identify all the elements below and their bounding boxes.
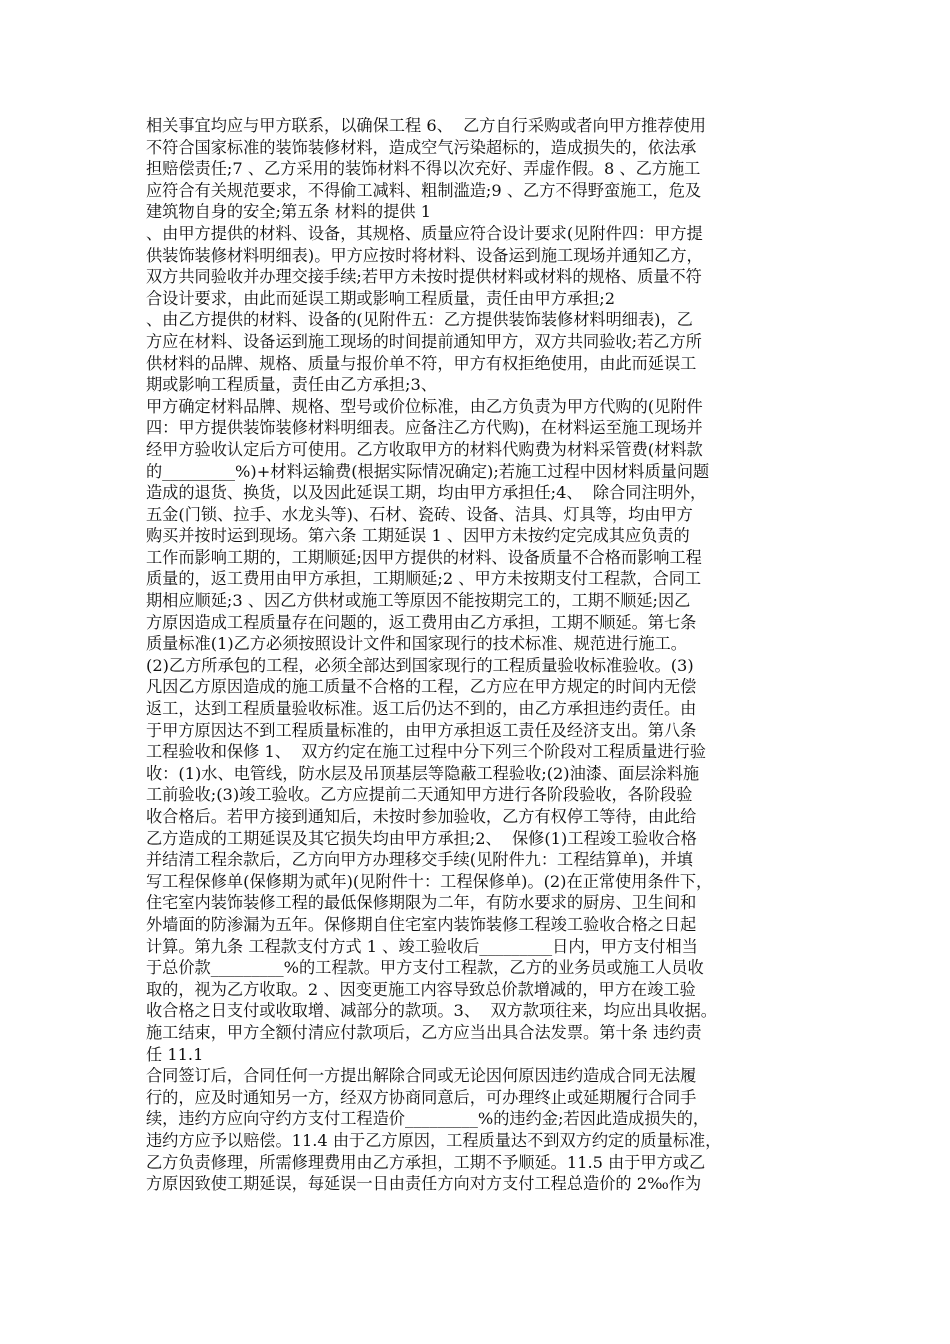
text-line: 四：甲方提供装饰装修材料明细表。应备注乙方代购)，在材料运至施工现场并 bbox=[146, 418, 703, 438]
text-line: 经甲方验收认定后方可使用。乙方收取甲方的材料代购费为材料采管费(材料款 bbox=[146, 439, 703, 459]
text-line: 写工程保修单(保修期为贰年)(见附件十：工程保修单)。(2)在正常使用条件下， bbox=[146, 871, 713, 891]
text-line: 合设计要求，由此而延误工期或影响工程质量，责任由甲方承担;2 bbox=[146, 288, 616, 308]
text-line: 质量标准(1)乙方必须按照设计文件和国家现行的技术标准、规范进行施工。 bbox=[146, 634, 687, 654]
text-line: 住宅室内装饰装修工程的最低保修期限为二年，有防水要求的厨房、卫生间和 bbox=[146, 893, 697, 913]
text-line: 凡因乙方原因造成的施工质量不合格的工程，乙方应在甲方规定的时间内无偿 bbox=[146, 677, 697, 697]
text-line: 任 11.1 bbox=[146, 1044, 204, 1064]
text-line: 取的，视为乙方收取。2 、因变更施工内容导致总价款增减的，甲方在竣工验 bbox=[146, 979, 696, 999]
text-line: 合同签订后，合同任何一方提出解除合同或无论因何原因违约造成合同无法履 bbox=[146, 1066, 697, 1086]
text-line: 、由甲方提供的材料、设备，其规格、质量应符合设计要求(见附件四：甲方提 bbox=[146, 223, 703, 243]
text-line: 收合格后。若甲方接到通知后，未按时参加验收，乙方有权停工等待，由此给 bbox=[146, 807, 697, 826]
text-line: 应符合有关规范要求，不得偷工减料、粗制滥造;9 、乙方不得野蛮施工，危及 bbox=[146, 180, 702, 200]
text-line: 的_________%)+材料运输费(根据实际情况确定);若施工过程中因材料质量问题 bbox=[146, 461, 710, 481]
text-line: 供装饰装修材料明细表)。甲方应按时将材料、设备运到施工现场并通知乙方， bbox=[146, 245, 703, 265]
text-line: 相关事宜均应与甲方联系，以确保工程 6、 乙方自行采购或者向甲方推荐使用 bbox=[146, 116, 706, 135]
text-line: 建筑物自身的安全;第五条 材料的提供 1 bbox=[146, 202, 432, 222]
text-line: 乙方造成的工期延误及其它损失均由甲方承担;2、 保修(1)工程竣工验收合格 bbox=[146, 828, 697, 848]
text-line: 工程验收和保修 1、 双方约定在施工过程中分下列三个阶段对工程质量进行验 bbox=[146, 742, 706, 762]
text-line: 供材料的品牌、规格、质量与报价单不符，甲方有权拒绝使用，由此而延误工 bbox=[146, 353, 697, 373]
text-line: 期或影响工程质量，责任由乙方承担;3、 bbox=[146, 375, 437, 395]
text-line: 五金(门锁、拉手、水龙头等)、石材、瓷砖、设备、洁具、灯具等，均由甲方 bbox=[146, 504, 693, 524]
text-line: 乙方负责修理，所需修理费用由乙方承担，工期不予顺延。11.5 由于甲方或乙 bbox=[146, 1152, 706, 1172]
text-line: 续，违约方应向守约方支付工程造价_________%的违约金;若因此造成损失的， bbox=[146, 1109, 710, 1129]
text-line: 方原因造成工程质量存在问题的，返工费用由乙方承担，工期不顺延。第七条 bbox=[146, 612, 697, 632]
text-line: 方原因致使工期延误，每延误一日由责任方向对方支付工程总造价的 2‰作为 bbox=[146, 1174, 702, 1194]
text-line: 期相应顺延;3 、因乙方供材或施工等原因不能按期完工的，工期不顺延;因乙 bbox=[146, 591, 691, 611]
text-line: 工作而影响工期的，工期顺延;因甲方提供的材料、设备质量不合格而影响工程 bbox=[146, 547, 702, 567]
text-line: 外墙面的防渗漏为五年。保修期自住宅室内装饰装修工程竣工验收合格之日起 bbox=[146, 914, 697, 934]
text-line: 不符合国家标准的装饰装修材料，造成空气污染超标的，造成损失的，依法承 bbox=[146, 137, 697, 157]
text-line: 造成的退货、换货，以及因此延误工期，均由甲方承担任;4、 除合同注明外， bbox=[146, 483, 707, 503]
text-line: 行的，应及时通知另一方，经双方协商同意后，可办理终止或延期履行合同手 bbox=[146, 1087, 697, 1107]
text-line: 于总价款_________%的工程款。甲方支付工程款，乙方的业务员或施工人员收 bbox=[146, 958, 704, 978]
text-line: 并结清工程余款后，乙方向甲方办理移交手续(见附件九：工程结算单)，并填 bbox=[146, 850, 693, 870]
text-line: 双方共同验收并办理交接手续;若甲方未按时提供材料或材料的规格、质量不符 bbox=[146, 267, 702, 287]
text-line: 施工结束，甲方全额付清应付款项后，乙方应当出具合法发票。第十条 违约责 bbox=[146, 1022, 702, 1042]
text-line: (2)乙方所承包的工程，必须全部达到国家现行的工程质量验收标准验收。(3) bbox=[146, 655, 694, 675]
text-line: 、由乙方提供的材料、设备的(见附件五：乙方提供装饰装修材料明细表)，乙 bbox=[146, 310, 693, 330]
text-line: 计算。第九条 工程款支付方式 1 、竣工验收后_________日内，甲方支付相当 bbox=[146, 936, 698, 956]
text-line: 工前验收;(3)竣工验收。乙方应提前二天通知甲方进行各阶段验收，各阶段验 bbox=[146, 785, 693, 805]
text-line: 质量的，返工费用由甲方承担，工期顺延;2 、甲方未按期支付工程款，合同工 bbox=[146, 569, 702, 589]
text-line: 方应在材料、设备运到施工现场的时间提前通知甲方，双方共同验收;若乙方所 bbox=[146, 331, 702, 351]
text-line: 违约方应予以赔偿。11.4 由于乙方原因，工程质量达不到双方约定的质量标准， bbox=[146, 1130, 722, 1150]
text-line: 收：(1)水、电管线，防水层及吊顶基层等隐蔽工程验收;(2)油漆、面层涂料施 bbox=[146, 763, 700, 783]
text-line: 购买并按时运到现场。第六条 工期延误 1 、因甲方未按约定完成其应负责的 bbox=[146, 526, 690, 546]
text-line: 返工，达到工程质量验收标准。返工后仍达不到的，由乙方承担违约责任。由 bbox=[146, 699, 697, 719]
text-line: 担赔偿责任;7 、乙方采用的装饰材料不得以次充好、弄虚作假。8 、乙方施工 bbox=[146, 159, 701, 179]
text-line: 于甲方原因达不到工程质量标准的，由甲方承担返工责任及经济支出。第八条 bbox=[146, 720, 697, 740]
text-line: 收合格之日支付或收取增、减部分的款项。3、 双方款项往来，均应出具收据。 bbox=[146, 1001, 717, 1021]
document-body bbox=[146, 115, 816, 1195]
text-line: 甲方确定材料品牌、规格、型号或价位标准，由乙方负责为甲方代购的(见附件 bbox=[146, 396, 703, 416]
